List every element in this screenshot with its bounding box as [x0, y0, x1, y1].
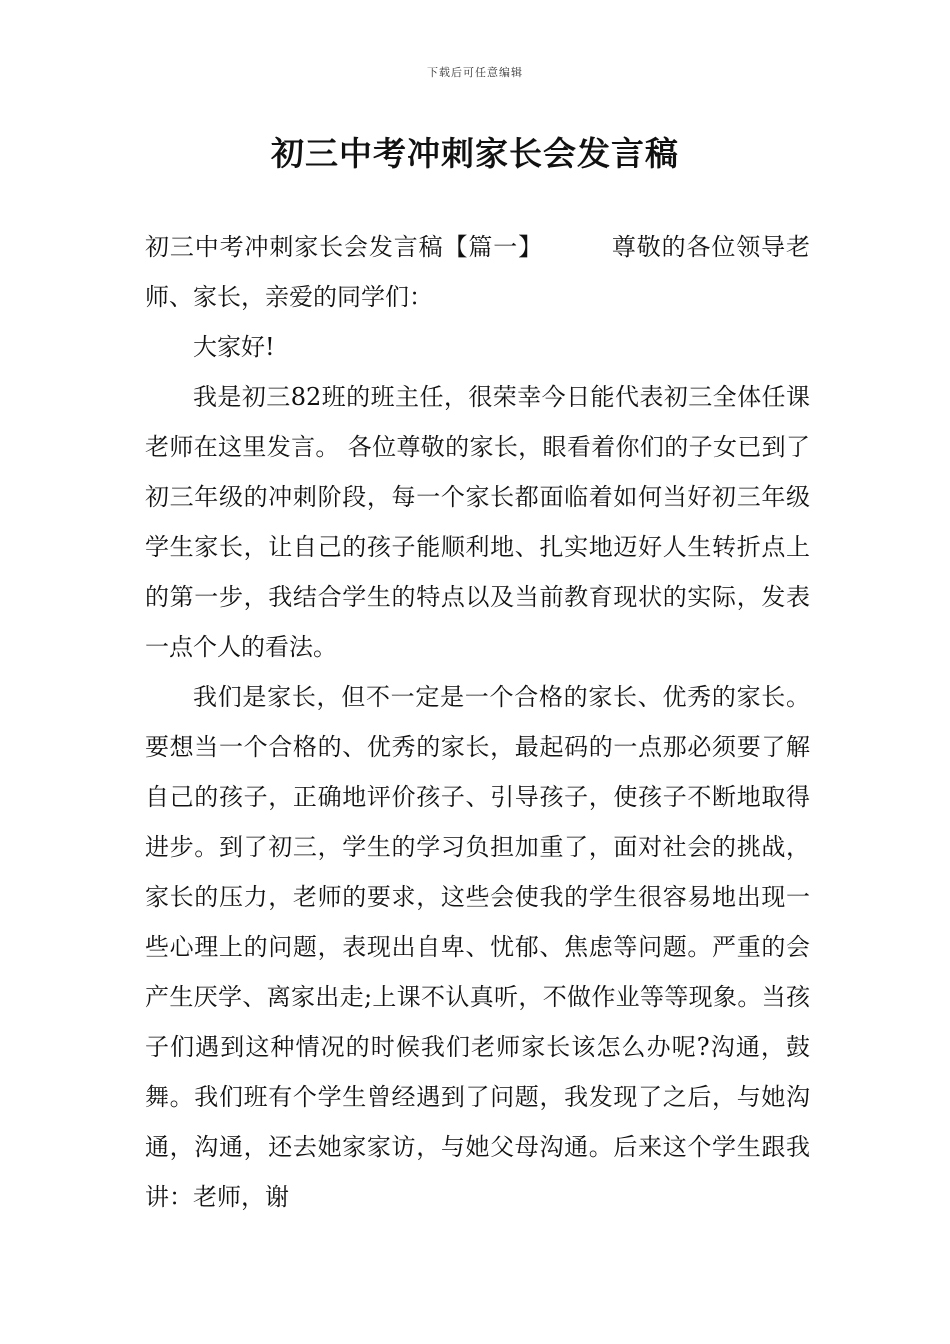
paragraph-parents-role: 我们是家长，但不一定是一个合格的家长、优秀的家长。要想当一个合格的、优秀的家长，最起码的一点那必须要了解自己的孩子，正确地评价孩子、引导孩子，使孩子不断地取得进步。到了初三，学生的学习负担加重了，面对社会的挑战，家长的压力，老师的要求，这些会使我的学生很容易地出现一些心理上的问题，表现出自卑、忧郁、焦虑等问题。严重的会产生厌学、离家出走;上课不认真听，不做作业等等现象。当孩子们遇到这种情况的时候我们老师家长该怎么办呢?沟通，鼓舞。我们班有个学生曾经遇到了问题，我发现了之后，与她沟通，沟通，还去她家家访，与她父母沟通。后来这个学生跟我讲：老师，谢 — [145, 683, 810, 1211]
document-body — [145, 222, 810, 1222]
header-note: 下载后可任意编辑 — [427, 66, 523, 79]
paragraph-introduction: 我是初三82班的班主任，很荣幸今日能代表初三全体任课老师在这里发言。 各位尊敬的家长，眼看着你们的子女已到了初三年级的冲刺阶段，每一个家长都面临着如何当好初三年级学生家长，让自己的孩子能顺利地、扎实地迈好人生转折点上的第一步，我结合学生的特点以及当前教育现状的实际，发表一点个人的看法。 — [145, 383, 810, 661]
paragraph-greeting: 大家好! — [193, 333, 275, 361]
section-heading: 初三中考冲刺家长会发言稿【篇一】 — [145, 233, 543, 261]
section-heading-line — [145, 222, 810, 322]
document-title: 初三中考冲刺家长会发言稿 — [271, 134, 679, 173]
salutation: 尊敬的各位领导老师、家长，亲爱的同学们： — [145, 233, 810, 311]
